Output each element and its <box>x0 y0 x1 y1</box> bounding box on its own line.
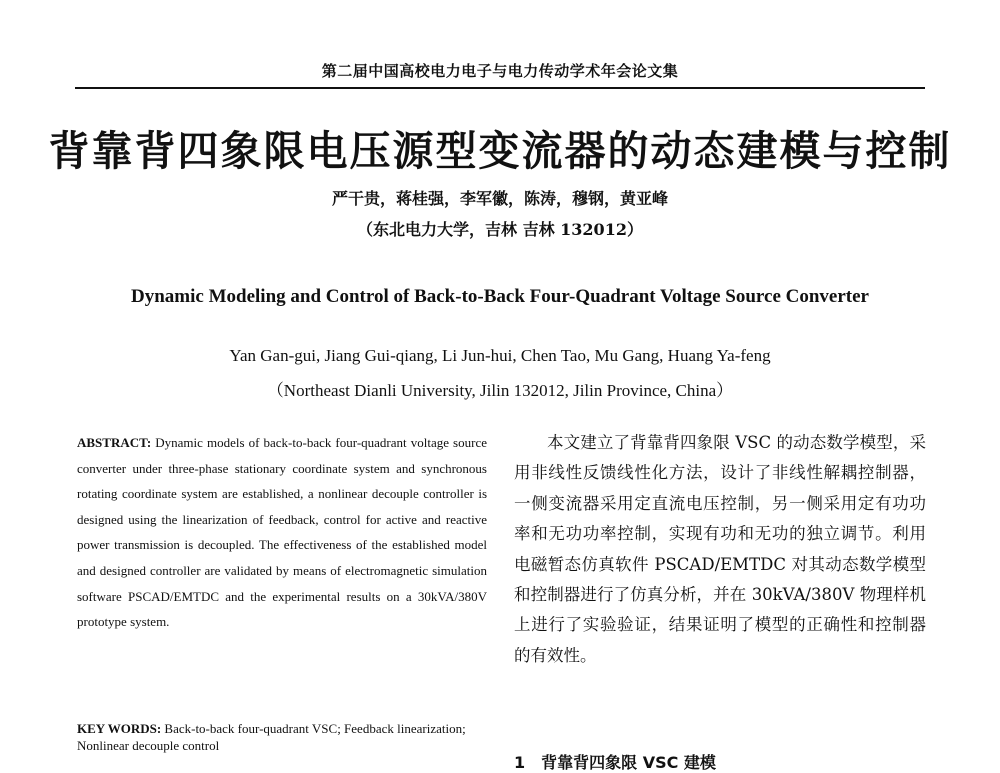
abstract-english <box>77 430 487 635</box>
abstract-text: Dynamic models of back-to-back four-quadrant voltage source converter under three-phase stationary coordinate system and synchronous rotating coordinate system are established, a nonlinear decouple controller is designed using the linearization of feedback, control for active and reactive power transmission is decoupled. The effectiveness of the established model and designed controller are validated by means of electromagnetic simulation software PSCAD/EMTDC and the experimental results on a 30kVA/380V prototype system. <box>77 435 487 630</box>
keywords <box>77 720 487 754</box>
affiliation-english: （Northeast Dianli University, Jilin 132012, Jilin Province, China） <box>266 381 734 400</box>
abstract-chinese: 本文建立了背靠背四象限 VSC 的动态数学模型，采用非线性反馈线性化方法，设计了非线性解耦控制器，一侧变流器采用定直流电压控制，另一侧采用定有功功率和无功功率控制，实现有功和无功的独立调节。利用电磁暂态仿真软件 PSCAD/EMTDC 对其动态数学模型和控制器进行了仿真分析，并在 30kVA/380V 物理样机上进行了实验验证，结果证明了模型的正确性和控制器的有效性。 <box>514 433 926 665</box>
keywords-label: KEY WORDS: <box>77 721 162 736</box>
affiliation-chinese: （东北电力大学，吉林 吉林 132012） <box>357 220 643 239</box>
author-list-english: Yan Gan-gui, Jiang Gui-qiang, Li Jun-hui, Chen Tao, Mu Gang, Huang Ya-feng <box>229 346 771 365</box>
paper-title-chinese: 背靠背四象限电压源型变流器的动态建模与控制 <box>48 127 952 175</box>
author-list-chinese: 严干贵，蒋桂强，李军徽，陈涛，穆钢，黄亚峰 <box>331 189 668 208</box>
keywords-text: Back-to-back four-quadrant VSC; Feedback linearization; Nonlinear decouple control <box>77 721 466 753</box>
header-rule <box>75 87 925 89</box>
abstract-label: ABSTRACT: <box>77 435 152 450</box>
running-head: 第二届中国高校电力电子与电力传动学术年会论文集 <box>321 62 679 80</box>
section-heading: 1 背靠背四象限 VSC 建模 <box>514 753 716 772</box>
paper-title-english: Dynamic Modeling and Control of Back-to-Back Four-Quadrant Voltage Source Converter <box>131 286 869 307</box>
